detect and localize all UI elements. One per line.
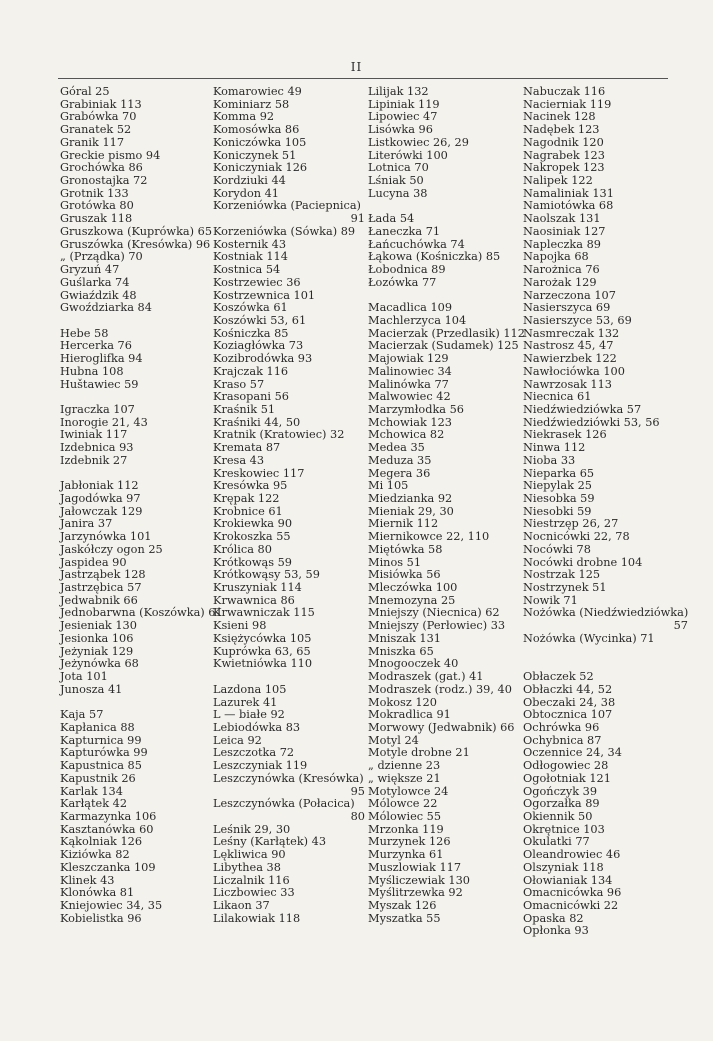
index-column-4 <box>523 86 688 938</box>
index-entry: Jastrzębica 57 <box>60 581 142 595</box>
index-entry: Grochówka 86 <box>60 161 143 175</box>
index-entry: Kominiarz 58 <box>213 97 290 111</box>
index-entry: Kordziuki 44 <box>213 174 286 188</box>
index-entry: Odłogowiec 28 <box>523 759 609 773</box>
index-entry: Mchowiak 123 <box>368 415 452 429</box>
index-entry: Muszlowiak 117 <box>368 860 462 874</box>
index-entry: Liczbowiec 33 <box>213 886 295 900</box>
index-entry: Gronostajka 72 <box>60 174 148 188</box>
index-entry: Ochybnica 87 <box>523 733 602 747</box>
index-entry: Leica 92 <box>213 733 262 747</box>
index-entry: Guślarka 74 <box>60 275 130 289</box>
index-entry: Krokoszka 55 <box>213 530 291 544</box>
index-entry: Morwowy (Jedwabnik) 66 <box>368 720 515 734</box>
index-entry: Libythea 38 <box>213 860 281 874</box>
index-entry: Nastrosz 45, 47 <box>523 339 614 353</box>
index-entry: Łańcuchówka 74 <box>368 237 465 251</box>
index-entry: Ołowianiak 134 <box>523 873 613 887</box>
index-entry: Krótkowąsy 53, 59 <box>213 568 320 582</box>
index-gap <box>60 315 210 328</box>
index-entry: Kiziówka 82 <box>60 848 130 862</box>
index-entry: Kaja 57 <box>60 708 104 722</box>
index-entry: Motyl 24 <box>368 733 419 747</box>
index-entry: Koniczynek 51 <box>213 148 297 162</box>
index-entry: Kobielistka 96 <box>60 911 142 925</box>
index-entry: Ninwa 112 <box>523 441 586 455</box>
index-entry: Leszczynówka (Połacica) <box>213 797 355 811</box>
header-rule <box>58 78 668 79</box>
index-entry: Nocówki drobne 104 <box>523 555 643 569</box>
index-entry: Nostrzak 125 <box>523 568 601 582</box>
index-entry: Gwoździarka 84 <box>60 301 152 315</box>
index-entry: Kreskowiec 117 <box>213 466 305 480</box>
index-entry: Jaspidea 90 <box>60 555 127 569</box>
index-entry: Opaska 82 <box>523 911 584 925</box>
index-entry: Lazurek 41 <box>213 695 278 709</box>
index-entry: Mniejszy (Perłowiec) 33 <box>368 619 506 633</box>
index-entry: Lisówka 96 <box>368 123 433 137</box>
index-entry: Nawierzbek 122 <box>523 352 617 366</box>
index-entry: Grotnik 133 <box>60 186 129 200</box>
index-entry: Ogończyk 39 <box>523 784 598 798</box>
index-entry: Liczalnik 116 <box>213 873 290 887</box>
index-entry: Megera 36 <box>368 466 431 480</box>
index-entry: Niecnica 61 <box>523 390 592 404</box>
index-entry: Łąkowa (Kośniczka) 85 <box>368 250 501 264</box>
index-entry: Niedźwiedziówki 53, 56 <box>523 415 660 429</box>
index-entry: Lipowiec 47 <box>368 110 438 124</box>
index-entry: Kuprówka 63, 65 <box>213 644 311 658</box>
index-entry: Mi 105 <box>368 479 409 493</box>
index-entry: Leszczotka 72 <box>213 746 295 760</box>
index-entry: Kratnik (Kratowiec) 32 <box>213 428 345 442</box>
index-entry: Lucyna 38 <box>368 186 428 200</box>
index-entry: Marzymłodka 56 <box>368 402 464 416</box>
index-entry: Kraśnik 51 <box>213 402 276 416</box>
index-entry: „ dzienne 23 <box>368 759 441 773</box>
index-entry: Jagodówka 97 <box>60 492 141 505</box>
index-entry: Łobodnica 89 <box>368 263 446 277</box>
index-columns <box>60 85 689 986</box>
index-entry: Hubna 108 <box>60 364 124 378</box>
index-gap <box>523 646 688 659</box>
index-entry: Koszówka 61 <box>213 301 288 315</box>
index-entry: Gwiaździk 48 <box>60 288 137 302</box>
index-entry: Kośniczka 85 <box>213 326 289 340</box>
index-entry: Miedzianka 92 <box>368 492 453 505</box>
index-entry: Okiennik 50 <box>523 809 593 823</box>
index-entry: Leszczyniak 119 <box>213 759 308 773</box>
index-entry: Mnogooczek 40 <box>368 657 459 671</box>
index-entry: Komma 92 <box>213 110 275 124</box>
index-entry: Mokradlica 91 <box>368 708 451 722</box>
index-entry: Nożówka (Wycinka) 71 <box>523 631 655 645</box>
index-entry: Inorogie 21, 43 <box>60 415 148 429</box>
index-column-2 <box>213 86 365 925</box>
index-entry: Kraso 57 <box>213 377 265 391</box>
index-entry: Ogorzałka 89 <box>523 797 600 811</box>
index-entry: Karłątek 42 <box>60 797 128 811</box>
index-entry: Namaliniak 131 <box>523 186 614 200</box>
index-entry: Kosternik 43 <box>213 237 287 251</box>
index-entry: Greckie pismo 94 <box>60 148 161 162</box>
index-entry: Modraszek (rodz.) 39, 40 <box>368 682 512 696</box>
index-entry: Nawłociówka 100 <box>523 364 625 378</box>
index-entry: Lazdona 105 <box>213 682 287 696</box>
index-entry: Gryzuń 47 <box>60 263 120 277</box>
index-entry: Medea 35 <box>368 441 425 455</box>
index-entry: Korzeniówka (Paciepnica) <box>213 199 361 213</box>
index-entry: Łada 54 <box>368 212 415 226</box>
index-entry: Myślitrzewka 92 <box>368 886 463 900</box>
index-entry: Lotnica 70 <box>368 161 429 175</box>
index-entry: Miernikowce 22, 110 <box>368 530 490 544</box>
index-entry: Królica 80 <box>213 542 272 556</box>
index-entry: Lśniak 50 <box>368 174 424 188</box>
index-entry: Komarowiec 49 <box>213 85 302 98</box>
index-entry: Mleczówka 100 <box>368 581 458 595</box>
index-entry: Jałowczak 129 <box>60 504 143 518</box>
index-entry: Nasmreczak 132 <box>523 326 620 340</box>
index-entry: Oczennice 24, 34 <box>523 746 622 760</box>
index-entry: Omacnicówka 96 <box>523 886 622 900</box>
index-entry: Mólowce 22 <box>368 797 438 811</box>
index-entry: Ksieni 98 <box>213 619 267 633</box>
index-entry: 57 <box>673 619 688 633</box>
index-entry: Mniejszy (Niecnica) 62 <box>368 606 500 620</box>
index-entry: Kapturnica 99 <box>60 733 142 747</box>
index-entry: Janira 37 <box>60 517 113 531</box>
index-entry: Krajczak 116 <box>213 364 289 378</box>
index-entry: Jarzynówka 101 <box>60 530 152 544</box>
index-entry: Macierzak (Sudamek) 125 <box>368 339 519 353</box>
index-entry: Mieniak 29, 30 <box>368 504 454 518</box>
index-entry: Obłaczek 52 <box>523 670 594 684</box>
index-entry: Leśnik 29, 30 <box>213 822 291 836</box>
index-entry: Nabuczak 116 <box>523 85 606 98</box>
index-entry: Igraczka 107 <box>60 402 135 416</box>
index-entry: Meduza 35 <box>368 453 432 467</box>
index-entry: 95 <box>350 784 365 798</box>
index-entry: Mniszak 131 <box>368 631 441 645</box>
index-entry: Łaneczka 71 <box>368 224 441 238</box>
index-entry: 91 <box>350 212 365 226</box>
index-entry: Kruszyniak 114 <box>213 581 302 595</box>
index-entry: Miernik 112 <box>368 517 439 531</box>
index-entry: Minos 51 <box>368 555 422 569</box>
index-entry: Krótkowąs 59 <box>213 555 292 569</box>
index-entry: Namiotówka 68 <box>523 199 614 213</box>
index-entry: Nocówki 78 <box>523 542 591 556</box>
index-entry: Lebiodówka 83 <box>213 720 301 734</box>
index-entry: Leśny (Karłątek) 43 <box>213 835 327 849</box>
index-entry: Literówki 100 <box>368 148 448 162</box>
index-entry: Naolszak 131 <box>523 212 601 226</box>
index-entry: Okulatki 77 <box>523 835 590 849</box>
index-entry: Ochrówka 96 <box>523 720 600 734</box>
index-entry: Księżycówka 105 <box>213 631 312 645</box>
index-entry: Jeżyniak 129 <box>60 644 134 658</box>
index-entry: Granatek 52 <box>60 123 132 137</box>
index-entry: Granik 117 <box>60 135 125 149</box>
page-number: II <box>350 60 363 74</box>
index-entry: Okrętnice 103 <box>523 822 605 836</box>
index-entry: Listkowiec 26, 29 <box>368 135 469 149</box>
index-entry: Mnemozyna 25 <box>368 593 456 607</box>
index-entry: Nostrzynek 51 <box>523 581 607 595</box>
index-entry: Nocnicówki 22, 78 <box>523 530 630 544</box>
index-entry: Klinek 43 <box>60 873 115 887</box>
index-entry: 80 <box>350 809 365 823</box>
index-column-1 <box>60 85 223 925</box>
index-column-3 <box>368 85 525 925</box>
index-entry: Napleczka 89 <box>523 237 601 251</box>
index-entry: Niekrasek 126 <box>523 428 607 442</box>
index-entry: Grabówka 70 <box>60 110 137 124</box>
index-entry: Niesobki 59 <box>523 504 592 518</box>
index-entry: Kapłanica 88 <box>60 720 135 734</box>
index-entry: Kapustnica 85 <box>60 759 142 773</box>
index-entry: Koziagłówka 73 <box>213 339 304 353</box>
index-entry: Koniczyniak 126 <box>213 161 308 175</box>
index-entry: Nawrzosak 113 <box>523 377 612 391</box>
index-entry: Korydon 41 <box>213 186 279 200</box>
index-entry: Grotówka 80 <box>60 199 134 213</box>
index-entry: Opłonka 93 <box>523 924 589 938</box>
index-entry: Kresa 43 <box>213 453 265 467</box>
index-entry: Kostrzewiec 36 <box>213 275 301 289</box>
index-entry: Macierzak (Przedlasik) 112 <box>368 326 525 340</box>
index-entry: L — białe 92 <box>213 708 285 722</box>
index-entry: Narzeczona 107 <box>523 288 616 302</box>
index-entry: Kleszczanka 109 <box>60 860 156 874</box>
index-entry: Ogołotniak 121 <box>523 771 611 785</box>
index-entry: Nacinek 128 <box>523 110 596 124</box>
index-entry: Malinowiec 34 <box>368 364 452 378</box>
index-entry: Motyle drobne 21 <box>368 746 470 760</box>
index-entry: Omacnicówki 22 <box>523 899 619 912</box>
index-entry: Kremata 87 <box>213 441 281 455</box>
index-entry: Jesionka 106 <box>60 631 134 645</box>
index-entry: Krasopani 56 <box>213 390 289 404</box>
index-entry: Hebe 58 <box>60 326 109 340</box>
index-entry: Lipiniak 119 <box>368 97 440 111</box>
index-entry: Misiówka 56 <box>368 568 441 582</box>
index-entry: Nagodnik 120 <box>523 135 604 149</box>
index-entry: Obtocznica 107 <box>523 708 613 722</box>
index-entry: Kwietniówka 110 <box>213 657 313 671</box>
index-entry: Olszyniak 118 <box>523 860 604 874</box>
index-entry: Kapturówka 99 <box>60 746 148 760</box>
index-entry: Nasierszyce 53, 69 <box>523 313 632 327</box>
index-entry: Jedwabnik 66 <box>60 593 138 607</box>
index-entry: Lękliwica 90 <box>213 848 286 862</box>
index-entry: Narożnica 76 <box>523 263 600 277</box>
index-entry: Mokosz 120 <box>368 695 437 709</box>
index-entry: Modraszek (gat.) 41 <box>368 670 484 684</box>
index-entry: Nacierniak 119 <box>523 97 612 111</box>
index-entry: Góral 25 <box>60 85 110 98</box>
index-entry: Hercerka 76 <box>60 339 132 353</box>
index-gap <box>213 671 365 684</box>
index-entry: Oleandrowiec 46 <box>523 848 621 862</box>
index-entry: Łozówka 77 <box>368 275 437 289</box>
index-entry: Izdebnica 93 <box>60 441 134 455</box>
index-entry: Huštawiec 59 <box>60 377 139 391</box>
index-entry: Kostnica 54 <box>213 263 281 277</box>
index-entry: Jabłoniak 112 <box>60 479 139 493</box>
index-entry: Myśliczewiak 130 <box>368 873 470 887</box>
index-entry: Niesobka 59 <box>523 492 595 505</box>
index-entry: Nagrabek 123 <box>523 148 605 162</box>
index-entry: Mólowiec 55 <box>368 809 442 823</box>
index-entry: Lilijak 132 <box>368 85 429 98</box>
index-entry: Krwawnica 86 <box>213 593 295 607</box>
index-entry: Nadębek 123 <box>523 123 600 137</box>
index-entry: Mchowica 82 <box>368 428 445 442</box>
index-entry: Koszówki 53, 61 <box>213 313 307 327</box>
index-entry: Krobnice 61 <box>213 504 283 518</box>
index-entry: Majowiak 129 <box>368 352 449 366</box>
index-entry: Napojka 68 <box>523 250 589 264</box>
index-entry: Komosówka 86 <box>213 123 300 137</box>
index-entry: Lilakowiak 118 <box>213 911 301 925</box>
index-entry: Iwiniak 117 <box>60 428 128 442</box>
index-entry: Kozibrodówka 93 <box>213 352 313 366</box>
index-entry: Murzynka 61 <box>368 848 444 862</box>
index-entry: Mniszka 65 <box>368 644 434 658</box>
index-entry: Myszatka 55 <box>368 911 441 925</box>
index-entry: Gruszkowa (Kuprówka) 65 <box>60 224 213 238</box>
index-entry: Nasierszyca 69 <box>523 301 611 315</box>
index-entry: Niepylak 25 <box>523 479 592 493</box>
index-entry: Jednobarwna (Koszówka) 61 <box>60 606 223 620</box>
index-entry: Machlerzyca 104 <box>368 313 467 327</box>
index-entry: „ (Prządka) 70 <box>60 250 143 264</box>
index-entry: Macadlica 109 <box>368 301 453 315</box>
index-entry: Motylowce 24 <box>368 784 449 798</box>
index-entry: „ większe 21 <box>368 771 441 785</box>
index-entry: Koniczówka 105 <box>213 135 307 149</box>
index-entry: Myszak 126 <box>368 899 437 912</box>
index-entry: Miętówka 58 <box>368 542 443 556</box>
index-entry: Likaon 37 <box>213 899 270 912</box>
index-entry: Kniejowiec 34, 35 <box>60 899 163 912</box>
index-entry: Kasztanówka 60 <box>60 822 154 836</box>
index-entry: Krokiewka 90 <box>213 517 293 531</box>
index-entry: Nakropek 123 <box>523 161 605 175</box>
index-entry: Nowik 71 <box>523 593 578 607</box>
index-entry: Nożówka (Niedźwiedziówka) <box>523 606 689 620</box>
index-entry: Nalipek 122 <box>523 174 593 188</box>
index-entry: Mrzonka 119 <box>368 822 444 836</box>
index-entry: Jastrząbek 128 <box>60 568 146 582</box>
index-entry: Jaskółczy ogon 25 <box>60 542 163 556</box>
index-entry: Obeczaki 24, 38 <box>523 695 616 709</box>
index-entry: Nioba 33 <box>523 453 576 467</box>
index-entry: Gruszak 118 <box>60 212 133 226</box>
index-entry: Kąkolniak 126 <box>60 835 143 849</box>
index-entry: Karlak 134 <box>60 784 123 798</box>
index-entry: Krępak 122 <box>213 492 280 505</box>
index-entry: Kraśniki 44, 50 <box>213 415 301 429</box>
index-entry: Leszczynówka (Kresówka) <box>213 771 364 785</box>
index-entry: Kresówka 95 <box>213 479 288 493</box>
index-entry: Krwawniczak 115 <box>213 606 315 620</box>
index-entry: Murzynek 126 <box>368 835 451 849</box>
index-entry: Naosiniak 127 <box>523 224 606 238</box>
index-entry: Gruszówka (Kresówka) 96 <box>60 237 211 251</box>
index-entry: Kapustnik 26 <box>60 771 136 785</box>
index-entry: Niedźwiedziówka 57 <box>523 402 642 416</box>
index-entry: Nieparka 65 <box>523 466 595 480</box>
index-entry: Kostrzewnica 101 <box>213 288 316 302</box>
index-entry: Jesieniak 130 <box>60 619 137 633</box>
index-entry: Narożak 129 <box>523 275 597 289</box>
index-entry: Junosza 41 <box>60 682 123 696</box>
index-entry: Jota 101 <box>60 670 108 684</box>
index-entry: Grabiniak 113 <box>60 97 142 111</box>
index-entry: Hieroglifka 94 <box>60 352 143 366</box>
index-entry: Korzeniówka (Sówka) 89 <box>213 224 356 238</box>
index-entry: Malwowiec 42 <box>368 390 451 404</box>
index-entry: Karmazynka 106 <box>60 809 157 823</box>
index-entry: Obłaczki 44, 52 <box>523 682 613 696</box>
index-entry: Kostniak 114 <box>213 250 288 264</box>
index-entry: Izdebnik 27 <box>60 453 128 467</box>
index-entry: Jeżynówka 68 <box>60 657 139 671</box>
index-entry: Klonówka 81 <box>60 886 135 900</box>
index-entry: Malinówka 77 <box>368 377 449 391</box>
index-entry: Niestrzęp 26, 27 <box>523 517 619 531</box>
